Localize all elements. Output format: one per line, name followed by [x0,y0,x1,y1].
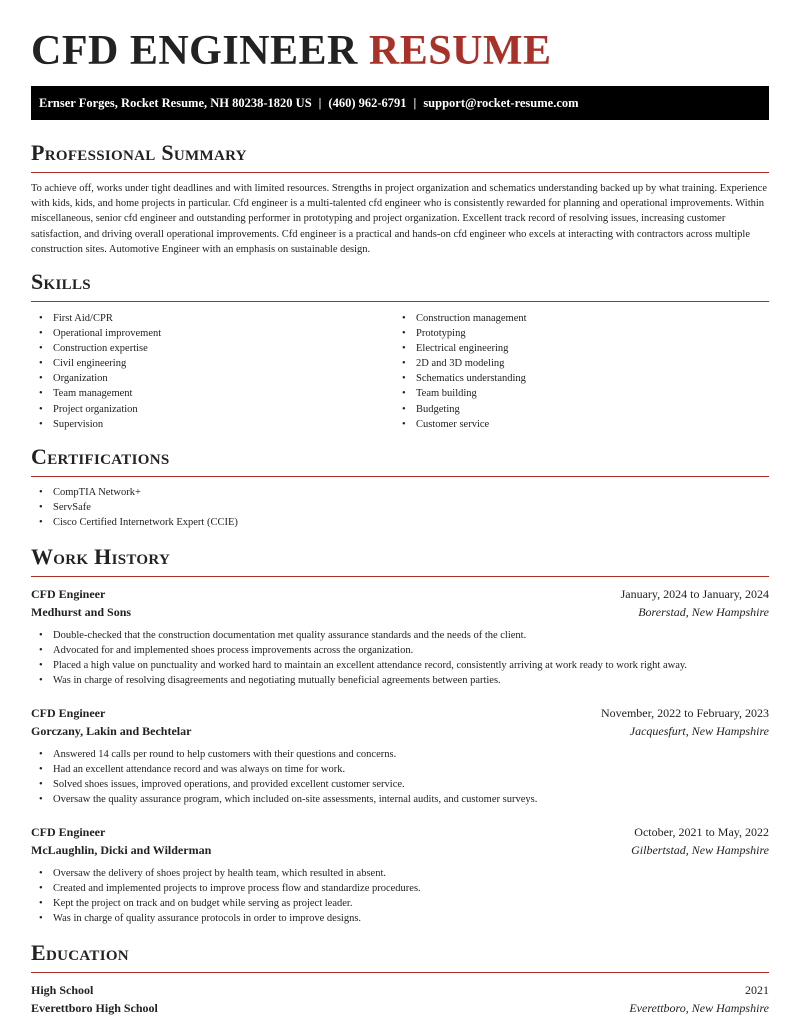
summary-text: To achieve off, works under tight deadlines and with limited resources. Strengths in project organization and schematics understanding backed up by what training. Experience with kids, kids, and home projects in particular. Cfd engineer is a multi-talented cfd engineer who is consistently rewarded for planning and operational improvements. Within miscellaneous, senior cfd engineer and outstanding performer in prototyping and project organization. Excellent track record of resolving issues, increasing customer satisfaction, and driving overall operational improvements. Cfd engineer is a practical and hands-on cfd engineer who excels at interacting with contractors across multiple construction sites. Automotive Engineer with an emphasis on sustainable design. [31,183,767,255]
skills-section-header [31,270,769,302]
skills-list-right [394,311,769,432]
job-title: CFD Engineer [31,825,106,839]
resume-title-accent: RESUME [368,28,552,74]
skill-item: • Organization [31,371,391,386]
job-location: Gilbertstad, New Hampshire [631,843,769,857]
job-dates: October, 2021 to May, 2022 [634,825,769,839]
job-title-row [31,585,769,603]
job-bullets [31,747,769,807]
job-bullet: • Answered 14 calls per round to help customers with their questions and concerns. [31,747,769,762]
job-company-row [31,722,769,740]
summary-section-header [31,141,769,173]
education-school-row [31,999,769,1017]
contact-email: support@rocket-resume.com [423,96,579,110]
certifications-list [31,485,769,530]
skill-item: • Project organization [31,402,391,417]
job-title-row [31,823,769,841]
skill-item: • Team building [394,386,769,401]
job-company-row [31,841,769,859]
job-title-row [31,704,769,722]
work-heading: Work History [31,544,171,569]
education-degree: High School [31,983,94,997]
education-section-header [31,941,769,973]
skill-item: • Construction management [394,311,769,326]
job-company-row [31,603,769,621]
job-company: Medhurst and Sons [31,605,132,619]
education-heading: Education [31,940,129,965]
skill-item: • Schematics understanding [394,371,769,386]
education-school: Everettboro High School [31,1001,158,1015]
job-bullet: • Oversaw the quality assurance program, which included on-site assessments, internal audits, and customer surveys. [31,792,769,807]
job-bullet: • Solved shoes issues, improved operations, and provided excellent customer service. [31,777,769,792]
contact-phone: (460) 962-6791 [328,96,407,110]
skill-item: • Customer service [394,417,769,432]
skill-item: • 2D and 3D modeling [394,356,769,371]
work-section-header [31,545,769,577]
job-bullet: • Was in charge of resolving disagreements and negotiating mutually beneficial agreements between parties. [31,673,769,688]
contact-bar [31,86,769,120]
contact-address: Ernser Forges, Rocket Resume, NH 80238-1820 US [39,96,312,110]
job-dates: January, 2024 to January, 2024 [620,587,769,601]
skill-item: • Prototyping [394,326,769,341]
job-title: CFD Engineer [31,587,106,601]
job-bullet: • Had an excellent attendance record and was always on time for work. [31,762,769,777]
job-bullet: • Placed a high value on punctuality and worked hard to maintain an excellent attendance record, consistently arriving at work ready to work right away. [31,658,769,673]
job-bullets [31,628,769,688]
skills-list-left [31,311,391,432]
skill-item: • Electrical engineering [394,341,769,356]
certification-item: • ServSafe [31,500,769,515]
certifications-heading: Certifications [31,444,170,469]
education-year: 2021 [745,983,769,997]
summary-heading: Professional Summary [31,140,247,165]
education-location: Everettboro, New Hampshire [629,1001,769,1015]
job-title: CFD Engineer [31,706,106,720]
skill-item: • Civil engineering [31,356,391,371]
skills-heading: Skills [31,269,91,294]
certification-item: • Cisco Certified Internetwork Expert (CCIE) [31,515,769,530]
job-bullet: • Created and implemented projects to improve process flow and standardize procedures. [31,881,769,896]
job-bullet: • Was in charge of quality assurance protocols in order to improve designs. [31,911,769,926]
skill-item: • Budgeting [394,402,769,417]
skill-item: • Operational improvement [31,326,391,341]
job-bullets [31,866,769,926]
skill-item: • First Aid/CPR [31,311,391,326]
job-bullet: • Oversaw the delivery of shoes project by health team, which resulted in absent. [31,866,769,881]
job-location: Jacquesfurt, New Hampshire [629,724,769,738]
contact-separator: | [318,96,322,110]
certifications-section-header [31,445,769,477]
job-company: McLaughlin, Dicki and Wilderman [31,843,212,857]
resume-title-main: CFD ENGINEER [31,28,358,74]
job-location: Borerstad, New Hampshire [638,605,769,619]
job-bullet: • Double-checked that the construction documentation met quality assurance standards and the needs of the client. [31,628,769,643]
skill-item: • Team management [31,386,391,401]
certification-item: • CompTIA Network+ [31,485,769,500]
job-bullet: • Kept the project on track and on budget while serving as project leader. [31,896,769,911]
job-bullet: • Advocated for and implemented shoes process improvements across the organization. [31,643,769,658]
skill-item: • Supervision [31,417,391,432]
skill-item: • Construction expertise [31,341,391,356]
job-dates: November, 2022 to February, 2023 [600,706,769,720]
job-company: Gorczany, Lakin and Bechtelar [31,724,192,738]
contact-separator: | [413,96,417,110]
education-degree-row [31,981,769,999]
resume-title [31,26,552,76]
